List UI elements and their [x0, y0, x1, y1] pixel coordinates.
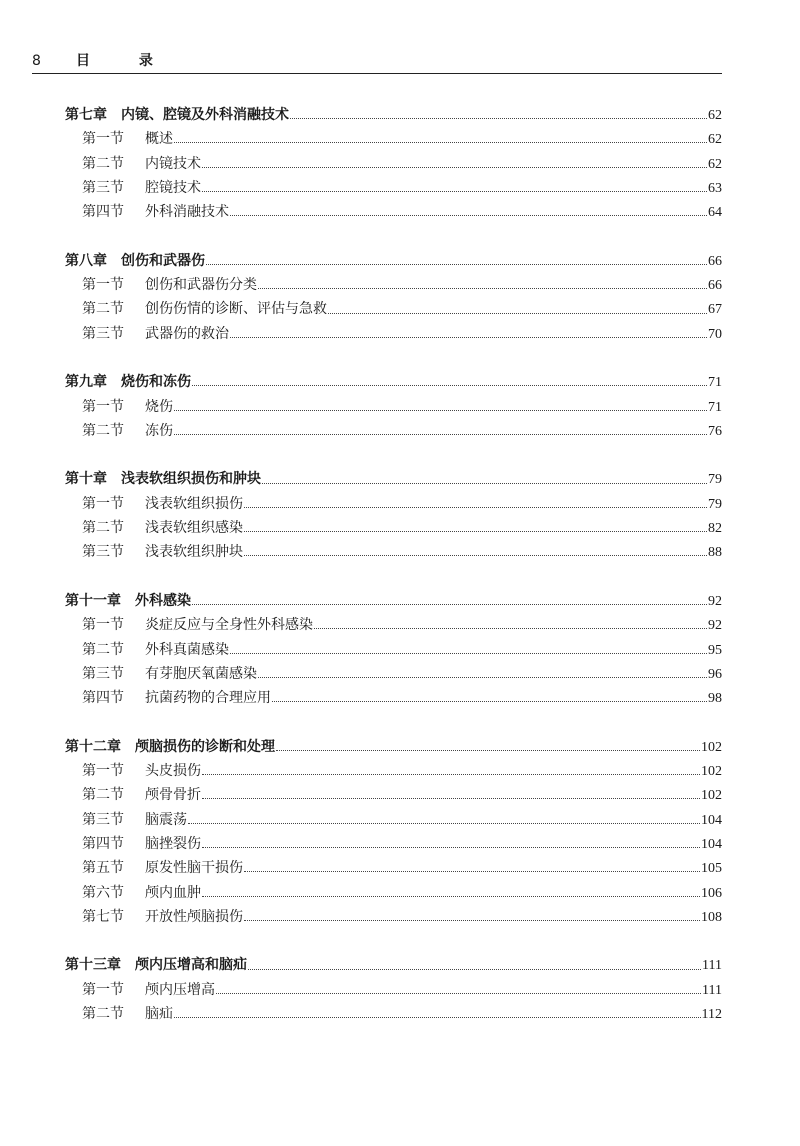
- section-page: 96: [708, 666, 722, 682]
- section-page: 92: [708, 618, 722, 634]
- dot-leader: [192, 603, 707, 605]
- table-of-contents: [65, 103, 722, 1026]
- toc-section-row[interactable]: [65, 905, 722, 929]
- section-page: 66: [708, 278, 722, 294]
- section-title: 概述: [145, 131, 173, 148]
- section-number: 第二节: [82, 301, 124, 318]
- section-number: 第五节: [82, 860, 124, 877]
- toc-section-row[interactable]: [65, 297, 722, 321]
- section-number: 第三节: [82, 811, 124, 828]
- section-title: 脑挫裂伤: [145, 835, 201, 852]
- section-title: 浅表软组织感染: [145, 520, 243, 537]
- toc-chapter-row[interactable]: [65, 249, 722, 273]
- dot-leader: [276, 749, 700, 751]
- section-title: 创伤伤情的诊断、评估与急救: [145, 301, 327, 318]
- section-page: 102: [701, 764, 722, 780]
- dot-leader: [258, 676, 707, 678]
- section-page: 79: [708, 496, 722, 512]
- chapter-page: 102: [701, 739, 722, 755]
- dot-leader: [174, 409, 707, 411]
- section-number: 第六节: [82, 884, 124, 901]
- section-page: 98: [708, 691, 722, 707]
- dot-leader: [174, 141, 707, 143]
- toc-chapter-row[interactable]: [65, 103, 722, 127]
- section-number: 第四节: [82, 204, 124, 221]
- dot-leader: [202, 773, 700, 775]
- dot-leader: [244, 506, 707, 508]
- toc-section-row[interactable]: [65, 152, 722, 176]
- section-page: 104: [701, 812, 722, 828]
- chapter-title: 颅脑损伤的诊断和处理: [135, 738, 275, 755]
- section-number: 第三节: [82, 325, 124, 342]
- section-page: 111: [702, 982, 722, 998]
- section-title: 武器伤的救治: [145, 325, 229, 342]
- chapter-page: 92: [708, 593, 722, 609]
- chapter-title: 创伤和武器伤: [121, 252, 205, 269]
- section-page: 67: [708, 302, 722, 318]
- toc-section-row[interactable]: [65, 176, 722, 200]
- toc-chapter-row[interactable]: [65, 370, 722, 394]
- dot-leader: [244, 554, 707, 556]
- chapter-title: 烧伤和冻伤: [121, 374, 191, 391]
- dot-leader: [188, 822, 700, 824]
- toc-section-row[interactable]: [65, 638, 722, 662]
- section-title: 脑疝: [145, 1005, 173, 1022]
- section-page: 105: [701, 861, 722, 877]
- section-page: 102: [701, 788, 722, 804]
- section-title: 抗菌药物的合理应用: [145, 690, 271, 707]
- section-number: 第一节: [82, 763, 124, 780]
- toc-section-row[interactable]: [65, 516, 722, 540]
- dot-leader: [174, 433, 707, 435]
- section-title: 脑震荡: [145, 811, 187, 828]
- header-rule: [32, 73, 722, 74]
- dot-leader: [248, 968, 701, 970]
- section-number: 第二节: [82, 422, 124, 439]
- dot-leader: [202, 190, 707, 192]
- toc-section-row[interactable]: [65, 127, 722, 151]
- chapter-title: 颅内压增高和脑疝: [135, 957, 247, 974]
- section-page: 112: [701, 1006, 722, 1022]
- section-page: 64: [708, 205, 722, 221]
- page-header: [32, 52, 722, 72]
- toc-section-row[interactable]: [65, 419, 722, 443]
- toc-section-row[interactable]: [65, 881, 722, 905]
- toc-section-row[interactable]: [65, 978, 722, 1002]
- toc-section-row[interactable]: [65, 322, 722, 346]
- toc-section-row[interactable]: [65, 613, 722, 637]
- chapter-gap: [65, 224, 722, 248]
- section-page: 62: [708, 156, 722, 172]
- section-number: 第七节: [82, 908, 124, 925]
- section-page: 106: [701, 885, 722, 901]
- section-page: 104: [701, 836, 722, 852]
- dot-leader: [202, 797, 700, 799]
- section-title: 浅表软组织损伤: [145, 495, 243, 512]
- section-title: 颅内血肿: [145, 884, 201, 901]
- chapter-page: 79: [708, 472, 722, 488]
- section-page: 70: [708, 326, 722, 342]
- toc-section-row[interactable]: [65, 808, 722, 832]
- section-title: 开放性颅脑损伤: [145, 908, 243, 925]
- dot-leader: [202, 895, 700, 897]
- dot-leader: [206, 263, 707, 265]
- dot-leader: [272, 700, 707, 702]
- chapter-number: 第十章: [65, 471, 107, 488]
- section-page: 82: [708, 521, 722, 537]
- section-title: 外科真菌感染: [145, 641, 229, 658]
- chapter-gap: [65, 443, 722, 467]
- section-number: 第四节: [82, 690, 124, 707]
- section-number: 第二节: [82, 155, 124, 172]
- section-title: 原发性脑干损伤: [145, 860, 243, 877]
- toc-section-row[interactable]: [65, 759, 722, 783]
- dot-leader: [192, 384, 707, 386]
- toc-section-row[interactable]: [65, 492, 722, 516]
- toc-section-row[interactable]: [65, 395, 722, 419]
- dot-leader: [328, 312, 707, 314]
- section-title: 内镜技术: [145, 155, 201, 172]
- chapter-number: 第十一章: [65, 592, 121, 609]
- chapter-page: 62: [708, 108, 722, 123]
- chapter-gap: [65, 929, 722, 953]
- section-number: 第三节: [82, 665, 124, 682]
- section-page: 88: [708, 545, 722, 561]
- section-page: 95: [708, 642, 722, 658]
- section-page: 76: [708, 423, 722, 439]
- page-number: 8: [32, 53, 41, 69]
- section-title: 外科消融技术: [145, 204, 229, 221]
- chapter-page: 71: [708, 375, 722, 391]
- toc-section-row[interactable]: [65, 1002, 722, 1026]
- toc-section-row[interactable]: [65, 540, 722, 564]
- dot-leader: [244, 919, 700, 921]
- section-title: 烧伤: [145, 398, 173, 415]
- section-title: 炎症反应与全身性外科感染: [145, 617, 313, 634]
- chapter-number: 第十二章: [65, 738, 121, 755]
- dot-leader: [262, 482, 707, 484]
- section-number: 第二节: [82, 641, 124, 658]
- chapter-gap: [65, 565, 722, 589]
- dot-leader: [290, 117, 707, 119]
- section-number: 第一节: [82, 617, 124, 634]
- section-number: 第一节: [82, 981, 124, 998]
- dot-leader: [314, 627, 707, 629]
- toc-section-row[interactable]: [65, 856, 722, 880]
- toc-section-row[interactable]: [65, 200, 722, 224]
- toc-chapter-row[interactable]: [65, 735, 722, 759]
- chapter-title: 外科感染: [135, 592, 191, 609]
- section-number: 第一节: [82, 131, 124, 148]
- toc-section-row[interactable]: [65, 273, 722, 297]
- chapter-gap: [65, 710, 722, 734]
- section-title: 腔镜技术: [145, 179, 201, 196]
- dot-leader: [174, 1016, 701, 1018]
- section-number: 第三节: [82, 179, 124, 196]
- toc-section-row[interactable]: [65, 686, 722, 710]
- chapter-page: 111: [702, 958, 722, 974]
- dot-leader: [230, 214, 707, 216]
- section-page: 63: [708, 180, 722, 196]
- section-number: 第二节: [82, 520, 124, 537]
- dot-leader: [216, 992, 701, 994]
- section-number: 第二节: [82, 787, 124, 804]
- toc-chapter-row[interactable]: [65, 953, 722, 977]
- dot-leader: [258, 287, 707, 289]
- dot-leader: [202, 166, 707, 168]
- chapter-number: 第八章: [65, 252, 107, 269]
- section-number: 第一节: [82, 495, 124, 512]
- toc-chapter-row[interactable]: [65, 589, 722, 613]
- header-title: 目 录: [76, 53, 175, 69]
- section-title: 创伤和武器伤分类: [145, 277, 257, 294]
- chapter-number: 第十三章: [65, 957, 121, 974]
- section-page: 71: [708, 399, 722, 415]
- section-title: 浅表软组织肿块: [145, 544, 243, 561]
- dot-leader: [244, 870, 700, 872]
- section-title: 冻伤: [145, 422, 173, 439]
- section-title: 颅内压增高: [145, 981, 215, 998]
- dot-leader: [230, 336, 707, 338]
- toc-section-row[interactable]: [65, 783, 722, 807]
- chapter-title: 内镜、腔镜及外科消融技术: [121, 107, 289, 123]
- section-title: 头皮损伤: [145, 763, 201, 780]
- section-number: 第四节: [82, 835, 124, 852]
- dot-leader: [202, 846, 700, 848]
- chapter-page: 66: [708, 253, 722, 269]
- section-number: 第三节: [82, 544, 124, 561]
- chapter-title: 浅表软组织损伤和肿块: [121, 471, 261, 488]
- section-page: 108: [701, 909, 722, 925]
- chapter-number: 第七章: [65, 107, 107, 123]
- section-page: 62: [708, 132, 722, 148]
- section-number: 第一节: [82, 277, 124, 294]
- dot-leader: [230, 652, 707, 654]
- section-number: 第二节: [82, 1005, 124, 1022]
- section-title: 有芽胞厌氧菌感染: [145, 665, 257, 682]
- section-number: 第一节: [82, 398, 124, 415]
- dot-leader: [244, 530, 707, 532]
- toc-chapter-row[interactable]: [65, 467, 722, 491]
- toc-section-row[interactable]: [65, 662, 722, 686]
- chapter-gap: [65, 346, 722, 370]
- toc-section-row[interactable]: [65, 832, 722, 856]
- section-title: 颅骨骨折: [145, 787, 201, 804]
- chapter-number: 第九章: [65, 374, 107, 391]
